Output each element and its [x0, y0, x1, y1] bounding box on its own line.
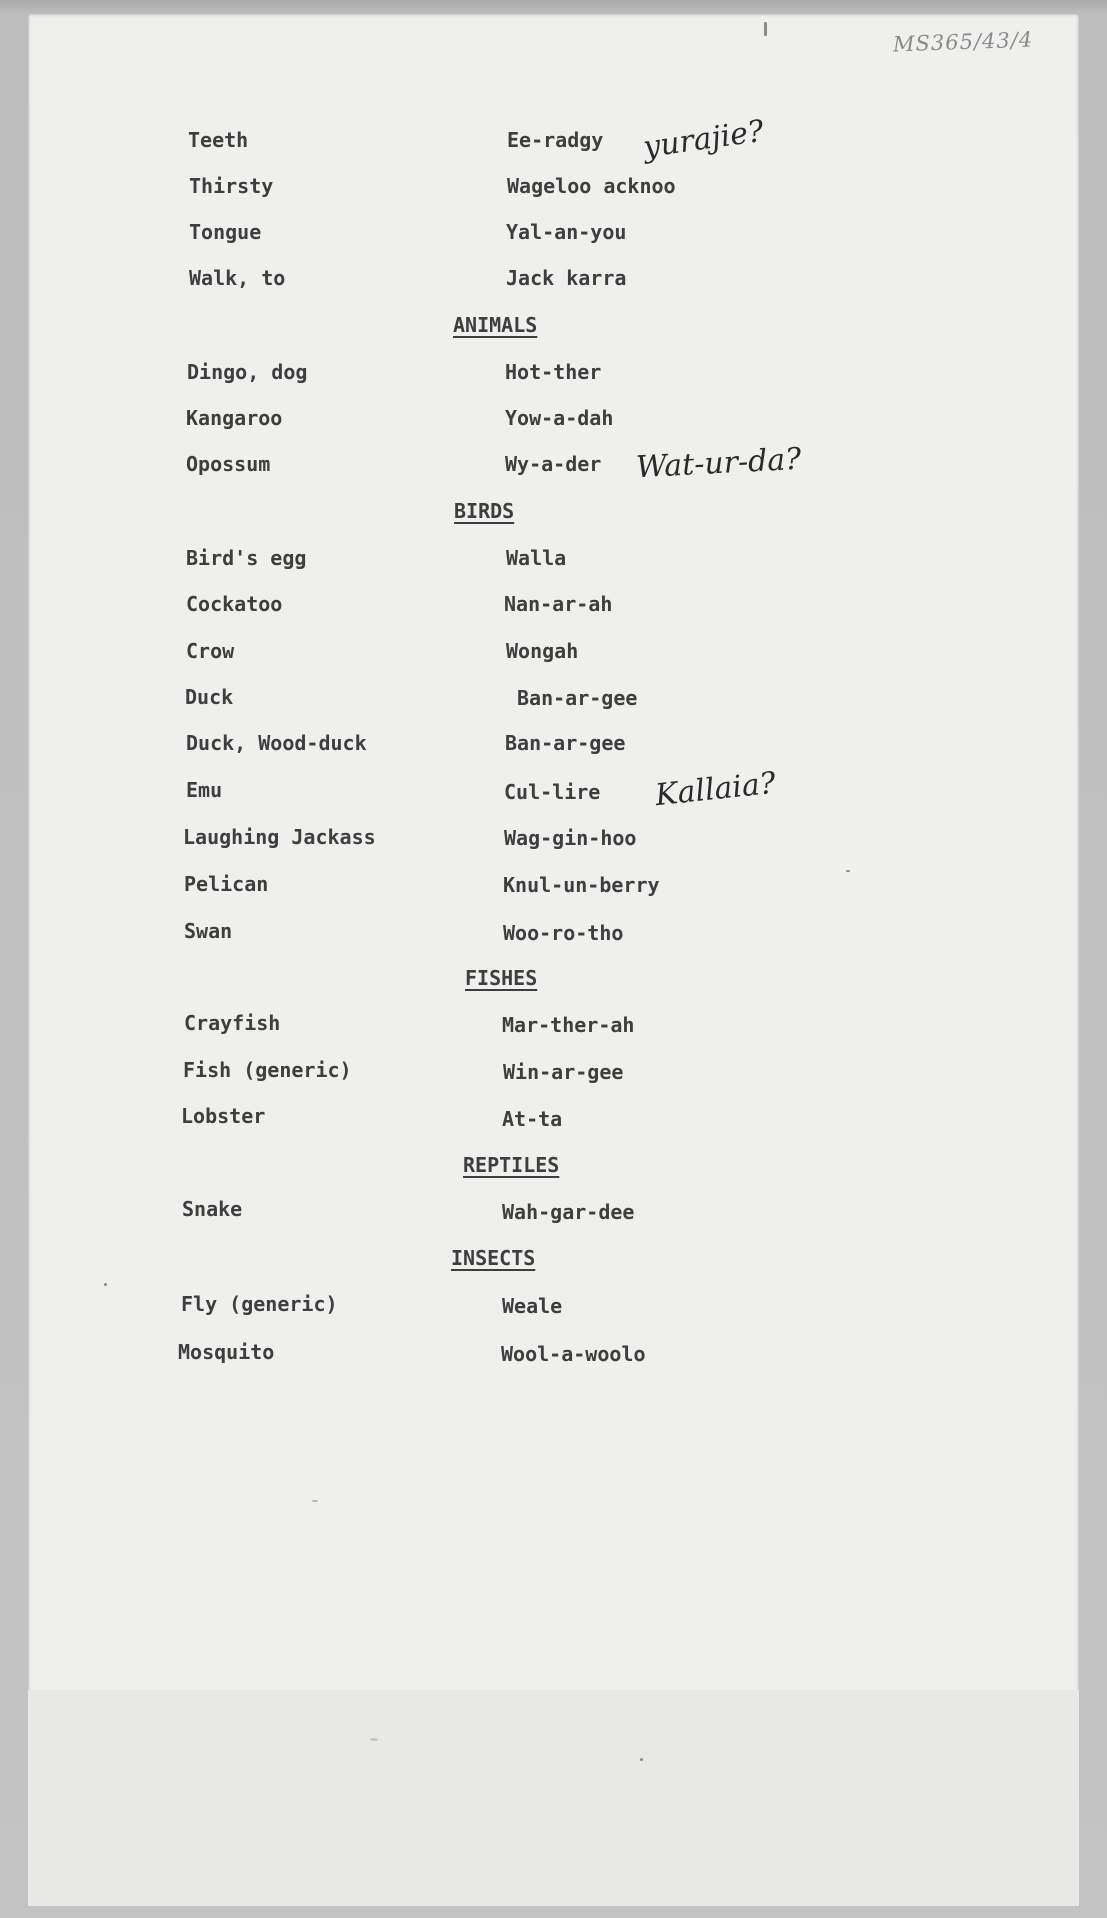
native-term: Woo-ro-tho — [503, 921, 624, 945]
english-term: Opossum — [186, 452, 271, 476]
native-term: Cul-lire — [504, 780, 601, 804]
scan-speck — [846, 870, 850, 872]
native-term: Ban-ar-gee — [505, 731, 626, 755]
native-term: Nan-ar-ah — [504, 592, 613, 616]
native-term: Walla — [506, 546, 567, 570]
native-term: Wah-gar-dee — [502, 1200, 635, 1224]
english-term: Pelican — [184, 872, 269, 896]
english-term: Duck, Wood-duck — [186, 731, 367, 755]
english-term: Mosquito — [178, 1340, 275, 1364]
native-term: At-ta — [502, 1107, 563, 1131]
scan-speck — [370, 1738, 378, 1741]
scan-speck — [764, 22, 767, 36]
section-heading-reptiles: REPTILES — [463, 1153, 560, 1177]
english-term: Crayfish — [184, 1011, 281, 1035]
scan-speck — [104, 1283, 107, 1286]
native-term: Wag-gin-hoo — [504, 826, 637, 850]
handwritten-note-opossum: Wat-ur-da? — [635, 441, 803, 486]
english-term: Teeth — [188, 128, 249, 152]
native-term: Knul-un-berry — [503, 873, 660, 897]
english-term: Swan — [184, 919, 233, 943]
english-term: Laughing Jackass — [183, 825, 376, 849]
english-term: Walk, to — [189, 266, 286, 290]
section-heading-fishes: FISHES — [465, 966, 538, 990]
english-term: Snake — [182, 1197, 243, 1221]
english-term: Fly (generic) — [181, 1292, 338, 1316]
english-term: Fish (generic) — [183, 1058, 352, 1082]
english-term: Kangaroo — [186, 406, 283, 430]
native-term: Yal-an-you — [506, 220, 627, 244]
english-term: Tongue — [189, 220, 262, 244]
native-term: Jack karra — [506, 266, 627, 290]
english-term: Emu — [186, 778, 223, 802]
english-term: Dingo, dog — [187, 360, 308, 384]
handwritten-note-emu: Kallaia? — [653, 765, 778, 814]
english-term: Cockatoo — [186, 592, 283, 616]
english-term: Bird's egg — [186, 546, 307, 570]
native-term: Yow-a-dah — [505, 406, 614, 430]
handwritten-note-teeth: yurajie? — [641, 113, 767, 166]
english-term: Thirsty — [189, 174, 274, 198]
english-term: Crow — [186, 639, 235, 663]
native-term: Mar-ther-ah — [502, 1013, 635, 1037]
section-heading-animals: ANIMALS — [453, 313, 538, 337]
scan-speck — [312, 1500, 318, 1502]
native-term: Weale — [502, 1294, 563, 1318]
manuscript-reference: MS365/43/4 — [892, 27, 1034, 57]
section-heading-insects: INSECTS — [451, 1246, 536, 1270]
native-term: Wongah — [506, 639, 579, 663]
native-term: Win-ar-gee — [503, 1060, 624, 1084]
document-page — [28, 14, 1079, 1906]
english-term: Lobster — [181, 1104, 266, 1128]
english-term: Duck — [185, 685, 234, 709]
native-term: Wool-a-woolo — [501, 1342, 646, 1366]
section-heading-birds: BIRDS — [454, 499, 515, 523]
native-term: Ee-radgy — [507, 128, 604, 152]
native-term: Ban-ar-gee — [517, 686, 638, 710]
native-term: Wy-a-der — [505, 452, 602, 476]
paper-lower-band — [28, 1690, 1079, 1906]
scan-speck — [640, 1758, 643, 1761]
native-term: Hot-ther — [505, 360, 602, 384]
native-term: Wageloo acknoo — [507, 174, 676, 198]
